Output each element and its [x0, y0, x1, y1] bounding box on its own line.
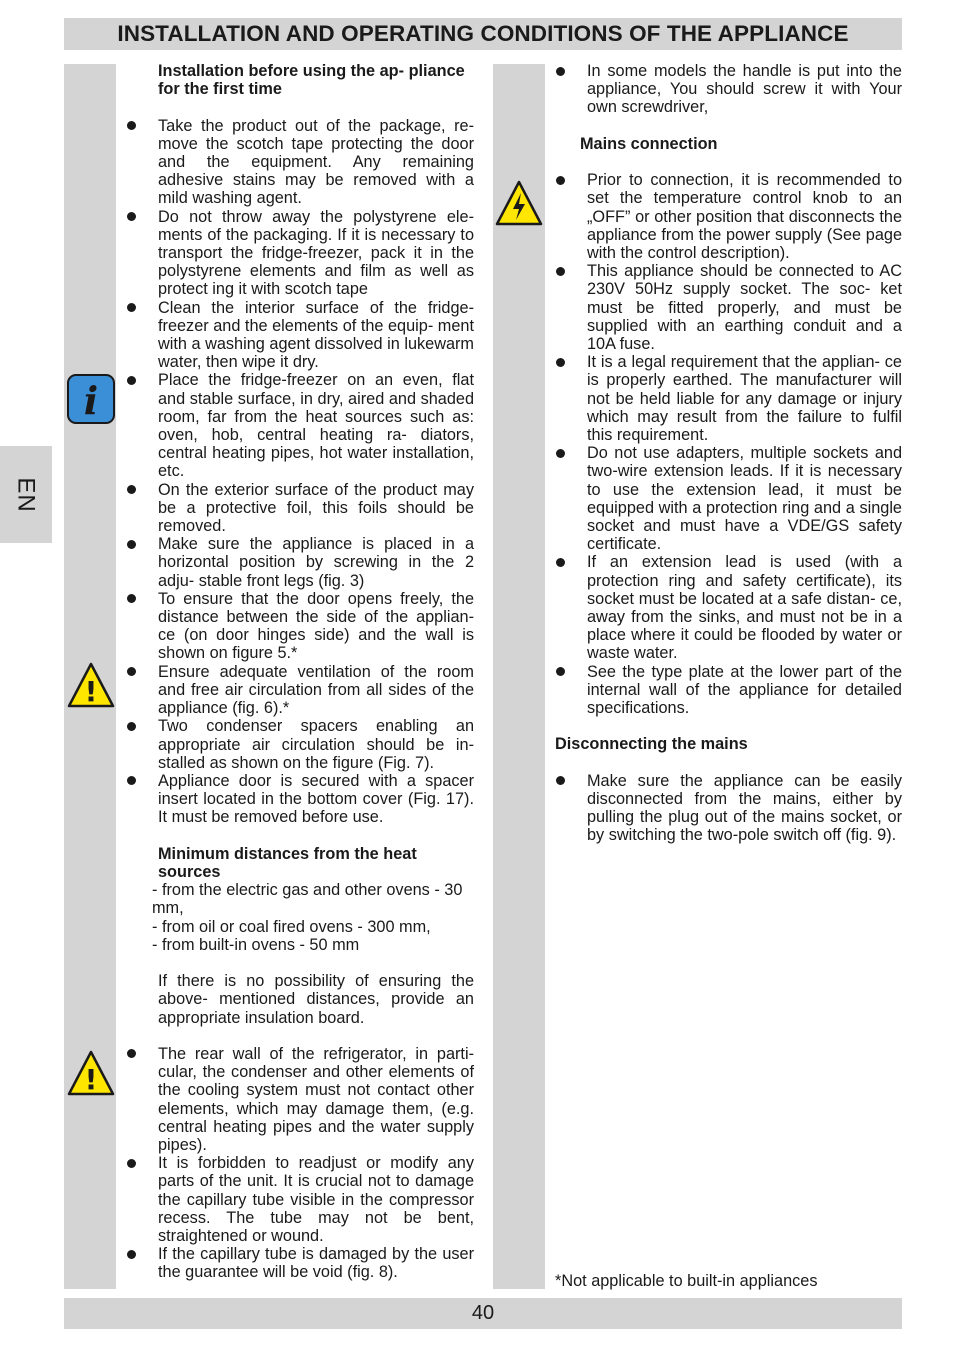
- page-header: [64, 18, 902, 50]
- list-item: See the type plate at the lower part of the internal wall of the appliance for detailed specifications.: [552, 663, 902, 718]
- list-item: To ensure that the door opens freely, the distance between the side of the applian- ce (on door hinges side) and the wall is shown on figure 5.*: [123, 590, 474, 663]
- list-item: Do not use adapters, multiple sockets and two-wire extension leads. If it is necessary to use the extension lead, it must be equipped with a protection ring and a single socket and must have a VDE/GS safety certificate.: [552, 444, 902, 553]
- electric-hazard-icon: [494, 179, 544, 227]
- page-title: INSTALLATION AND OPERATING CONDITIONS OF THE APPLIANCE: [117, 21, 849, 46]
- min-distances-heading: Minimum distances from the heat sources: [158, 844, 417, 881]
- mains-connection-heading: Mains connection: [580, 134, 718, 153]
- right-margin-bar: [493, 64, 545, 1289]
- list-item: It is a legal requirement that the applian- ce is properly earthed. The manufacturer will not be held liable for any damage or injury which may result from the failure to fulfil this requirement.: [552, 353, 902, 444]
- list-item: The rear wall of the refrigerator, in parti- cular, the condenser and other elements of the cooling system must not contact other elements, which may damage them, (e.g. central heating pipes and the water supply pipes).: [123, 1045, 474, 1154]
- warning-icon: [66, 1049, 116, 1097]
- info-icon-glyph: i: [83, 378, 99, 423]
- list-item: Clean the interior surface of the fridge- freezer and the elements of the equip- ment with a washing agent dissolved in lukewarm water, then wipe it dry.: [123, 299, 474, 372]
- distance-item: - from built-in ovens - 50 mm: [152, 935, 360, 954]
- distance-item: - from the electric gas and other ovens - 30 mm,: [152, 881, 463, 918]
- left-column: [123, 62, 474, 1282]
- warning-icon: [66, 661, 116, 709]
- list-item: In some models the handle is put into the appliance, You should screw it with Your own screwdriver,: [552, 62, 902, 117]
- list-item: Prior to connection, it is recommended to set the temperature control knob to an „OFF” or other position that disconnects the appliance from the power supply (See page with the control description).: [552, 171, 902, 262]
- list-item: If the capillary tube is damaged by the user the guarantee will be void (fig. 8).: [123, 1245, 474, 1281]
- list-item: Ensure adequate ventilation of the room and free air circulation from all sides of the appliance (fig. 6).*: [123, 663, 474, 718]
- list-item: If an extension lead is used (with a protection ring and safety certificate), its socket must be located at a safe distan- ce, away from the sinks, and must not be in a place where it could be flooded by water or waste water.: [552, 553, 902, 662]
- page-number: 40: [471, 1302, 495, 1324]
- list-item: Take the product out of the package, re- move the scotch tape protecting the door and the equipment. Any remaining adhesive stains may be removed with a mild washing agent.: [123, 117, 474, 208]
- list-item: Two condenser spacers enabling an appropriate air circulation should be in- stalled as shown on the figure (Fig. 7).: [123, 717, 474, 772]
- list-item: Place the fridge-freezer on an even, flat and stable surface, in dry, aired and shaded room, far from the heat sources such as: oven, hob, central heating ra- diators, central heating pipes, hot water installation, etc.: [123, 371, 474, 480]
- list-item: It is forbidden to readjust or modify any parts of the unit. It is crucial not to damage the capillary tube visible in the compressor recess. The tube may not be bent, straightened or wound.: [123, 1154, 474, 1245]
- install-heading: Installation before using the ap- pliance for the first time: [158, 62, 465, 99]
- footnote: *Not applicable to built-in appliances: [555, 1272, 818, 1290]
- right-column: [552, 62, 902, 845]
- list-item: Make sure the appliance can be easily disconnected from the mains, either by pulling the plug out of the mains socket, or by switching the two-pole switch off (fig. 9).: [552, 772, 902, 845]
- warning-icon-glyph: !: [84, 675, 98, 708]
- info-icon: [66, 373, 116, 425]
- page-footer: [64, 1298, 902, 1329]
- list-item: Appliance door is secured with a spacer insert located in the bottom cover (Fig. 17). It must be removed before use.: [123, 772, 474, 827]
- language-tab: [0, 446, 52, 543]
- list-item: On the exterior surface of the product may be a protective foil, this foils should be removed.: [123, 481, 474, 536]
- list-item: Make sure the appliance is placed in a horizontal position by screwing in the 2 adju- stable front legs (fig. 3): [123, 535, 474, 590]
- distance-item: - from oil or coal fired ovens - 300 mm,: [152, 917, 431, 936]
- list-item: Do not throw away the polystyrene ele- ments of the packaging. If it is necessary to transport the fridge-freezer, pack it in the polystyrene elements and film as well as protect ing it with scotch tape: [123, 208, 474, 299]
- warning-icon-glyph: !: [84, 1063, 98, 1096]
- insulation-note: If there is no possibility of ensuring the above- mentioned distances, provide an appropriate insulation board.: [158, 972, 474, 1027]
- list-item: This appliance should be connected to AC 230V 50Hz supply socket. The soc- ket must be fitted properly, and must be supplied with an earthing conduit and a 10A fuse.: [552, 262, 902, 353]
- language-label: EN: [13, 476, 40, 513]
- disconnecting-heading: Disconnecting the mains: [555, 735, 748, 754]
